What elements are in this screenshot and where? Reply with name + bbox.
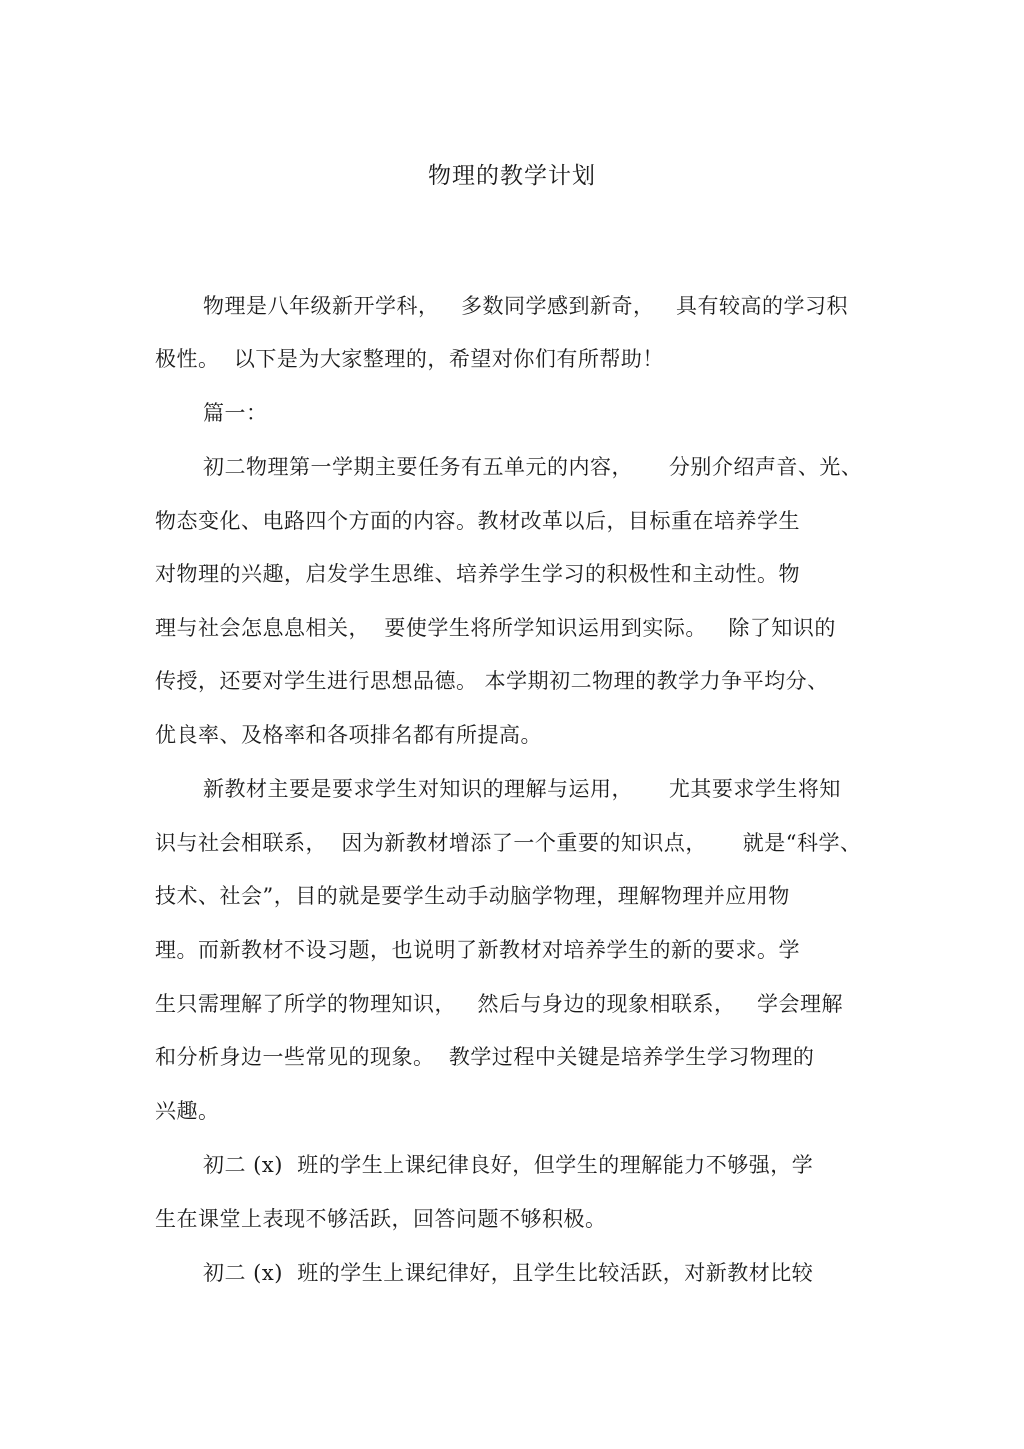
paragraph-line: 初二 (x) 班的学生上课纪律良好，但学生的理解能力不够强，学	[203, 1153, 814, 1177]
paragraph-line: 物理是八年级新开学科， 多数同学感到新奇， 具有较高的学习积	[203, 294, 849, 318]
paragraph-line: 初二物理第一学期主要任务有五单元的内容， 分别介绍声音、光、	[203, 455, 863, 479]
paragraph-line: 物态变化、电路四个方面的内容。教材改革以后，目标重在培养学生	[155, 509, 800, 533]
paragraph-line: 兴趣。	[155, 1099, 220, 1123]
paragraph-line: 极性。 以下是为大家整理的，希望对你们有所帮助！	[155, 347, 664, 371]
paragraph-line: 识与社会相联系， 因为新教材增添了一个重要的知识点， 就是“科学、	[155, 831, 862, 855]
page-title: 物理的教学计划	[428, 163, 596, 189]
paragraph-line: 和分析身边一些常见的现象。 教学过程中关键是培养学生学习物理的	[155, 1045, 815, 1069]
paragraph-line: 理。而新教材不设习题，也说明了新教材对培养学生的新的要求。学	[155, 938, 800, 962]
paragraph-line: 传授，还要对学生进行思想品德。 本学期初二物理的教学力争平均分、	[155, 669, 829, 693]
paragraph-line: 技术、社会”，目的就是要学生动手动脑学物理，理解物理并应用物	[155, 884, 790, 908]
paragraph-line: 对物理的兴趣，启发学生思维、培养学生学习的积极性和主动性。物	[155, 562, 800, 586]
paragraph-line: 新教材主要是要求学生对知识的理解与运用， 尤其要求学生将知	[203, 777, 841, 801]
paragraph-line: 生在课堂上表现不够活跃，回答问题不够积极。	[155, 1207, 607, 1231]
paragraph-line: 理与社会怎息息相关， 要使学生将所学知识运用到实际。 除了知识的	[155, 616, 836, 640]
paragraph-line: 初二 (x) 班的学生上课纪律好，且学生比较活跃，对新教材比较	[203, 1261, 814, 1285]
paragraph-line: 生只需理解了所学的物理知识， 然后与身边的现象相联系， 学会理解	[155, 992, 844, 1016]
paragraph-line: 优良率、及格率和各项排名都有所提高。	[155, 723, 542, 747]
section-heading: 篇一：	[203, 401, 268, 425]
